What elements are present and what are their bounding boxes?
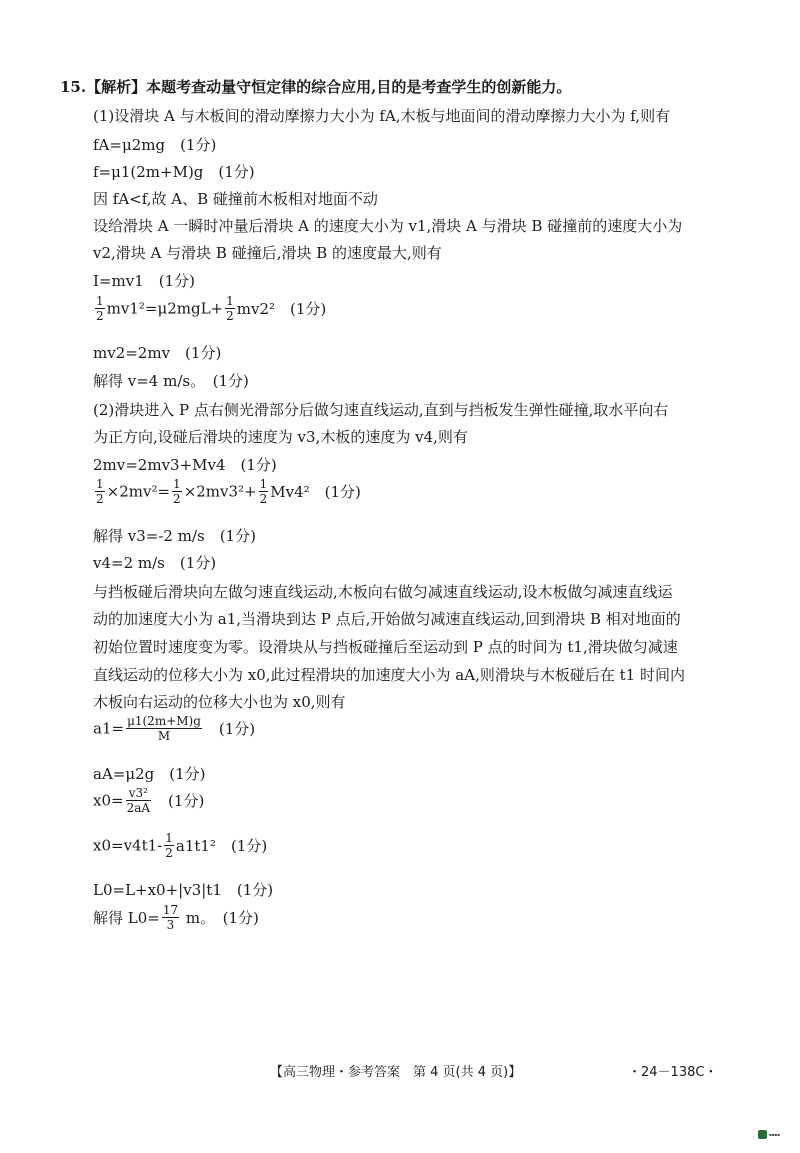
equation-line: fA=μ2mg (1分) — [93, 136, 217, 154]
solution-line: v2,滑块 A 与滑块 B 碰撞后,滑块 B 的速度最大,则有 — [93, 244, 442, 262]
acceleration-equation: a1= $\frac{\mu 1(2m+M)g}{M}$ (1分) — [93, 714, 256, 743]
energy-equation-2: $\frac{1}{2}$ ×2mv²= $\frac{1}{2}$ ×2mv3²+ $\frac{1}{2}$ Mv4² (1分) — [96, 477, 361, 506]
watermark-logo-icon: ▪▪▪▪ — [758, 1128, 792, 1140]
solution-line: 木板向右运动的位移大小也为 x0,则有 — [93, 693, 346, 711]
fraction: $\frac{\text{v3²}}{2aA}$ — [126, 786, 151, 815]
solution-line: 初始位置时速度变为零。设滑块从与挡板碰撞后至运动到 P 点的时间为 t1,滑块做匀减速 — [93, 638, 678, 656]
fraction: $\frac{1}{2}$ — [173, 477, 181, 506]
result-line: 解得 v=4 m/s。 (1分) — [93, 372, 249, 390]
solution-line: (1)设滑块 A 与木板间的滑动摩擦力大小为 fA,木板与地面间的滑动摩擦力大小为 f,则有 — [93, 107, 671, 125]
solution-line: 设给滑块 A 一瞬时冲量后滑块 A 的速度大小为 v1,滑块 A 与滑块 B 碰撞前的速度大小为 — [93, 217, 683, 235]
solution-line: 为正方向,设碰后滑块的速度为 v3,木板的速度为 v4,则有 — [93, 428, 468, 446]
solution-line: 因 fA<f,故 A、B 碰撞前木板相对地面不动 — [93, 190, 378, 208]
result-line: v4=2 m/s (1分) — [93, 554, 217, 572]
equation-line: aA=μ2g (1分) — [93, 765, 206, 783]
displacement-equation-2: x0=v4t1- $\frac{1}{2}$ a1t1² (1分) — [93, 831, 268, 860]
question-header: 15.【解析】本题考查动量守恒定律的综合应用,目的是考查学生的创新能力。 — [60, 78, 572, 96]
fraction: $\frac{1}{2}$ — [226, 294, 234, 323]
footer-code: ・24－138C・ — [628, 1065, 718, 1080]
solution-line: 直线运动的位移大小为 x0,此过程滑块的加速度大小为 aA,则滑块与木板碰后在 t1 时间内 — [93, 666, 685, 684]
fraction: $\frac{1}{2}$ — [96, 294, 104, 323]
fraction: $\frac{1}{2}$ — [96, 477, 104, 506]
equation-line: 2mv=2mv3+Mv4 (1分) — [93, 456, 277, 474]
fraction: $\frac{1}{2}$ — [165, 831, 173, 860]
equation-line: L0=L+x0+|v3|t1 (1分) — [93, 881, 274, 899]
equation-line: f=μ1(2m+M)g (1分) — [93, 163, 255, 181]
result-line: 解得 v3=-2 m/s (1分) — [93, 527, 256, 545]
solution-line: (2)滑块进入 P 点右侧光滑部分后做匀速直线运动,直到与挡板发生弹性碰撞,取水平向右 — [93, 401, 669, 419]
fraction: $\frac{\mu 1(2m+M)g}{M}$ — [127, 714, 201, 743]
displacement-equation-1: x0= $\frac{\text{v3²}}{2aA}$ (1分) — [93, 786, 205, 815]
equation-line: mv2=2mv (1分) — [93, 344, 222, 362]
footer-page-info: 【高三物理・参考答案 第 4 页(共 4 页)】 — [270, 1065, 522, 1080]
equation-line: I=mv1 (1分) — [93, 272, 195, 290]
solution-line: 与挡板碰后滑块向左做匀速直线运动,木板向右做匀减速直线运动,设木板做匀减速直线运 — [93, 583, 673, 601]
fraction: $\frac{17}{3}$ — [162, 903, 179, 932]
energy-equation-1: $\frac{1}{2}$ mv1²=μ2mgL+ $\frac{1}{2}$ mv2² (1分) — [96, 294, 327, 323]
solution-line: 动的加速度大小为 a1,当滑块到达 P 点后,开始做匀减速直线运动,回到滑块 B 相对地面的 — [93, 610, 681, 628]
fraction: $\frac{1}{2}$ — [259, 477, 268, 506]
final-result: 解得 L0= $\frac{17}{3}$ m。 (1分) — [93, 903, 259, 932]
